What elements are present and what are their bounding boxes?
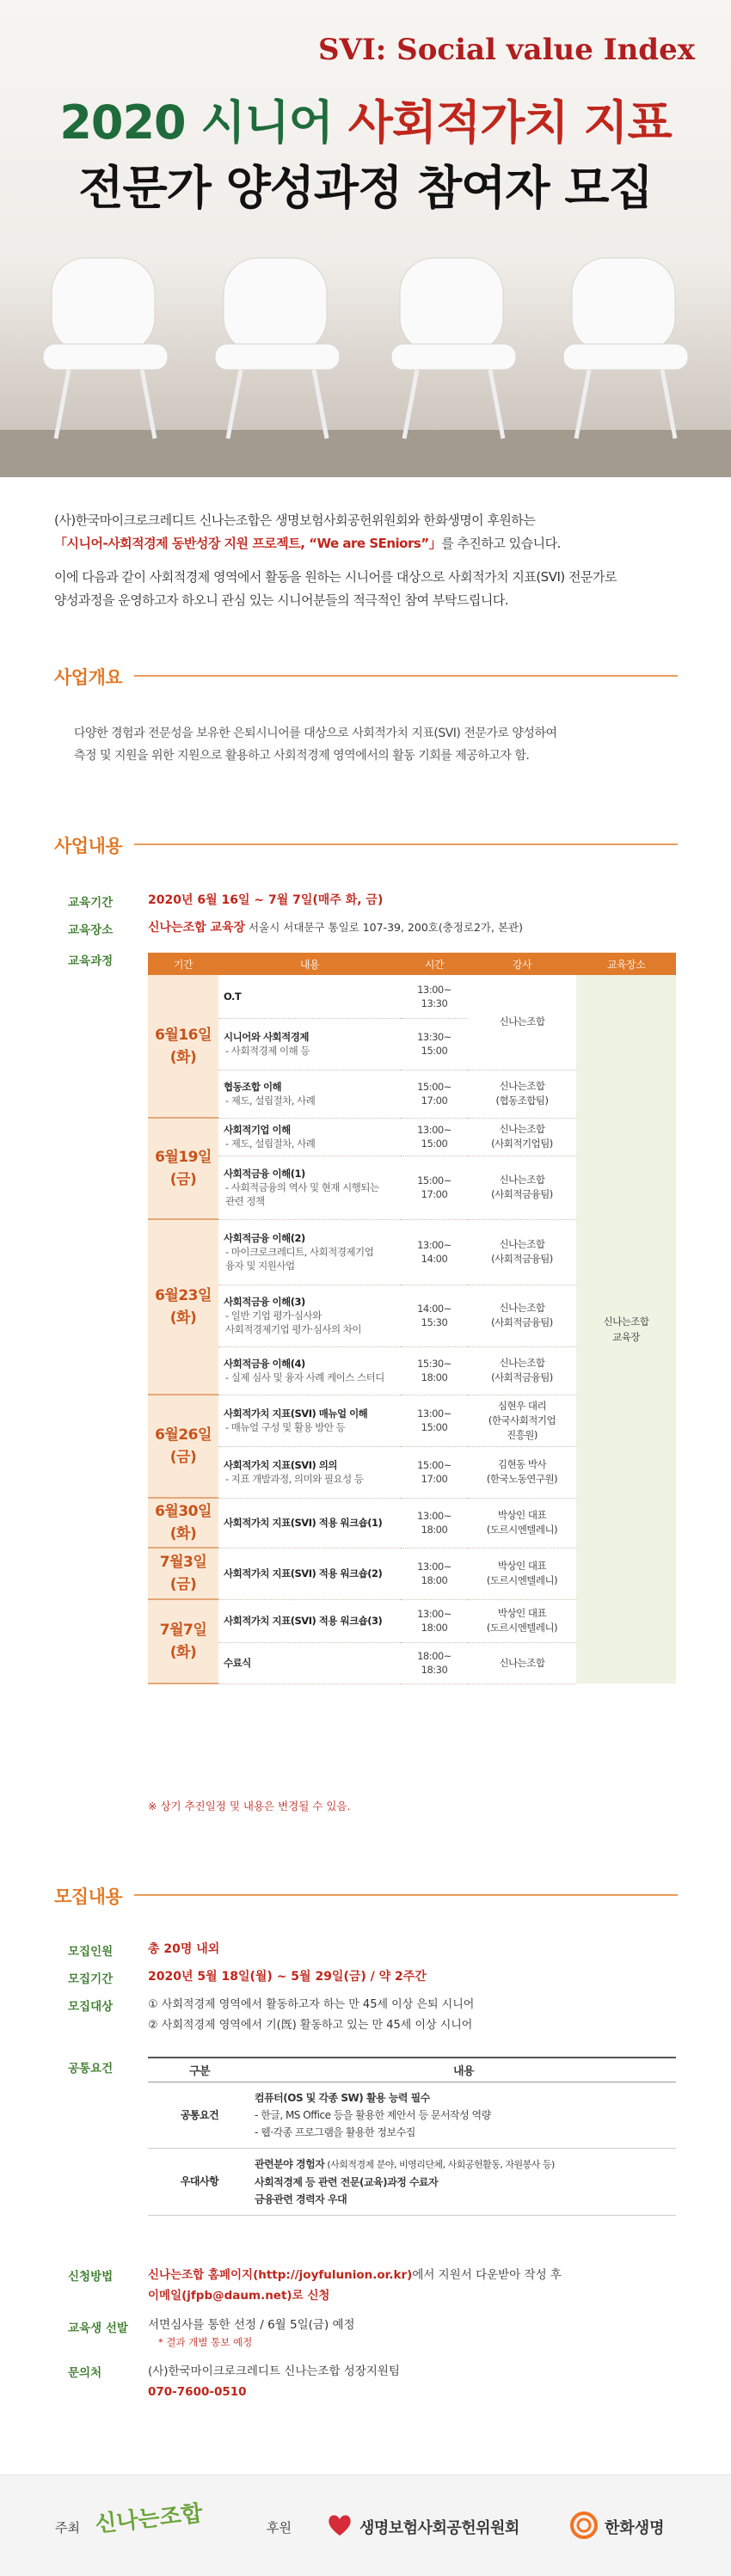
schedule-title: 협동조합 이해: [224, 1081, 282, 1093]
contact-phone: 070-7600-0510: [148, 2385, 247, 2399]
schedule-subtitle: - 마이크로크레디트, 사회적경제기업 융자 및 지원사업: [225, 1246, 374, 1272]
select-label: 교육생 선발: [68, 2321, 128, 2335]
req-line: - 웹·각종 프로그램을 활용한 정보수집: [255, 2125, 415, 2138]
schedule-time: 13:00~ 13:30: [401, 975, 468, 1018]
contact-org: (사)한국마이크로크레디트 신나는조합 성장지원팀: [148, 2364, 400, 2378]
schedule-table: [148, 953, 676, 1684]
section-overview-header: [54, 664, 678, 690]
header-instructor: 강사: [468, 953, 576, 975]
schedule-title: 사회적가치 지표(SVI) 매뉴얼 이해: [224, 1408, 368, 1420]
course-label: 교육과정: [68, 954, 114, 968]
select-value: [148, 2316, 355, 2351]
schedule-title: 사회적가치 지표(SVI) 의의: [224, 1459, 337, 1471]
contact-label: 문의처: [68, 2366, 102, 2380]
schedule-content: [218, 1219, 401, 1285]
schedule-title: 시니어와 사회적경제: [224, 1031, 309, 1043]
schedule-time: 13:00~ 18:00: [401, 1599, 468, 1642]
schedule-time: 15:00~ 17:00: [401, 1070, 468, 1118]
schedule-content: [218, 1156, 401, 1219]
schedule-instructor: 박상인 대표 (도르시엔텔레니): [468, 1599, 576, 1642]
divider: [54, 843, 678, 845]
overview-line: 측정 및 지원을 위한 지원으로 활용하고 사회적경제 영역에서의 활동 기회를 제공하고자 함.: [74, 749, 530, 763]
schedule-date: 6월30일 (화): [148, 1498, 218, 1548]
schedule-content: [218, 1118, 401, 1156]
schedule-time: 13:00~ 15:00: [401, 1118, 468, 1156]
recruit-period-label: 모집기간: [68, 1972, 114, 1986]
hero-title: [0, 86, 731, 152]
req-category: 우대사항: [148, 2148, 251, 2215]
schedule-date: 6월26일 (금): [148, 1395, 218, 1498]
schedule-content: [218, 1498, 401, 1548]
requirements-row: [148, 2082, 676, 2148]
schedule-note: ※ 상기 추진일정 및 내용은 변경될 수 있음.: [148, 1800, 351, 1812]
schedule-title: O.T: [224, 990, 242, 1003]
schedule-content: [218, 1018, 401, 1070]
intro-line: (사)한국마이크로크레디트 신나는조합은 생명보험사회공헌위원회와 한화생명이 후원하는: [54, 512, 536, 528]
schedule-content: [218, 1395, 401, 1446]
schedule-content: [218, 1642, 401, 1684]
sponsor-2: 한화생명: [605, 2519, 665, 2537]
schedule-subtitle: - 사회적경제 이해 등: [225, 1045, 310, 1057]
email-link[interactable]: 이메일(jfpb@daum.net)로 신청: [148, 2289, 330, 2303]
section-business-header: [54, 832, 678, 858]
period-text: 2020년 6월 16일 ~ 7월 7일(매주 화, 금): [148, 893, 384, 907]
apply-value: [148, 2265, 562, 2306]
footer: [0, 2475, 731, 2576]
requirements-table: [148, 2057, 676, 2216]
schedule-instructor: 신나는조합 (사회적금융팀): [468, 1346, 576, 1395]
schedule-instructor: 신나는조합 (협동조합팀): [468, 1070, 576, 1118]
schedule-instructor: 신나는조합: [468, 975, 576, 1070]
req-category: 공통요건: [148, 2082, 251, 2148]
schedule-subtitle: - 사회적금융의 역사 및 현재 시행되는 관련 정책: [225, 1181, 379, 1207]
requirements-header-row: [148, 2058, 676, 2082]
divider: [54, 675, 678, 677]
schedule-date: 6월16일 (화): [148, 975, 218, 1118]
section-title: 사업개요: [54, 664, 134, 690]
section-title: 사업내용: [54, 832, 134, 858]
schedule-time: 15:00~ 17:00: [401, 1446, 468, 1498]
schedule-date: 7월7일 (화): [148, 1599, 218, 1684]
schedule-instructor: 신나는조합 (사회적금융팀): [468, 1285, 576, 1346]
schedule-content: [218, 1346, 401, 1395]
schedule-instructor: 박상인 대표 (도르시엔텔레니): [468, 1498, 576, 1548]
sponsor-1: 생명보험사회공헌위원회: [359, 2519, 519, 2537]
contact-value: [148, 2361, 400, 2402]
schedule-content: [218, 975, 401, 1018]
schedule-instructor: 신나는조합: [468, 1642, 576, 1684]
req-content: [251, 2148, 676, 2215]
target-item: ② 사회적경제 영역에서 기(旣) 활동하고 있는 만 45세 이상 시니어: [148, 2019, 473, 2032]
req-line: 관련분야 경험자: [255, 2157, 325, 2170]
schedule-header-row: [148, 953, 676, 975]
schedule-time: 13:00~ 18:00: [401, 1498, 468, 1548]
overview-text: [74, 722, 676, 767]
schedule-content: [218, 1070, 401, 1118]
schedule-subtitle: - 제도, 설립절차, 사례: [225, 1138, 316, 1150]
homepage-link[interactable]: 신나는조합 홈페이지(http://joyfulunion.or.kr): [148, 2268, 413, 2282]
schedule-time: 15:30~ 18:00: [401, 1346, 468, 1395]
schedule-date: 6월19일 (금): [148, 1118, 218, 1219]
schedule-content: [218, 1599, 401, 1642]
intro-paragraph-2: [54, 566, 691, 612]
target-value: [148, 1995, 474, 2036]
header-content: 내용: [218, 953, 401, 975]
select-text: 서면심사를 통한 선정 / 6월 5일(금) 예정: [148, 2318, 355, 2332]
req-line: 컴퓨터(OS 및 각종 SW) 활용 능력 필수: [255, 2091, 430, 2104]
members-value: [148, 1940, 219, 1957]
schedule-instructor: 심현우 대리 (한국사회적기업 진흥원): [468, 1395, 576, 1446]
requirements-row: [148, 2148, 676, 2215]
schedule-time: 13:00~ 18:00: [401, 1548, 468, 1599]
members-label: 모집인원: [68, 1945, 114, 1959]
schedule-time: 13:30~ 15:00: [401, 1018, 468, 1070]
divider: [54, 1894, 678, 1896]
place-label: 교육장소: [68, 923, 114, 937]
schedule-time: 14:00~ 15:30: [401, 1285, 468, 1346]
target-item: ① 사회적경제 영역에서 활동하고자 하는 만 45세 이상 은퇴 시니어: [148, 1998, 475, 2011]
schedule-date: 6월23일 (화): [148, 1219, 218, 1395]
hero-title-green: 2020 시니어: [59, 95, 348, 150]
schedule-title: 사회적금융 이해(2): [224, 1232, 305, 1244]
hero-subtitle: SVI: Social value Index: [317, 33, 695, 67]
schedule-title: 사회적가치 지표(SVI) 적용 워크숍(3): [224, 1615, 383, 1627]
host-logo: [93, 2496, 204, 2539]
recruit-period-value: [148, 1967, 427, 1984]
heart-icon: [327, 2513, 353, 2537]
hero-title-2: 전문가 양성과정 참여자 모집: [78, 161, 653, 215]
schedule-instructor: 신나는조합 (사회적기업팀): [468, 1118, 576, 1156]
schedule-row: [148, 975, 676, 1018]
schedule-title: 사회적가치 지표(SVI) 적용 워크숍(1): [224, 1517, 383, 1529]
overview-line: 다양한 경험과 전문성을 보유한 은퇴시니어를 대상으로 사회적가치 지표(SVI) 전문가로 양성하여: [74, 727, 557, 740]
members-text: 총 20명 내외: [148, 1942, 220, 1956]
schedule-content: [218, 1548, 401, 1599]
schedule-instructor: 신나는조합 (사회적금융팀): [468, 1219, 576, 1285]
header-time: 시간: [401, 953, 468, 975]
chairs-illustration: [0, 215, 731, 477]
host-label: 주최: [55, 2520, 80, 2536]
schedule-instructor: 김현동 박사 (한국노동연구원): [468, 1446, 576, 1498]
schedule-instructor: 신나는조합 (사회적금융팀): [468, 1156, 576, 1219]
schedule-instructor: 박상인 대표 (도르시엔텔레니): [468, 1548, 576, 1599]
hero-title-red: 사회적가치 지표: [347, 95, 672, 150]
period-value: [148, 891, 383, 908]
schedule-content: [218, 1285, 401, 1346]
schedule-subtitle: - 실제 심사 및 융자 사례 케이스 스터디: [225, 1371, 384, 1383]
schedule-title: 사회적가치 지표(SVI) 적용 워크숍(2): [224, 1567, 383, 1579]
hero-banner: [0, 0, 731, 477]
schedule-title: 사회적금융 이해(3): [224, 1296, 305, 1308]
header-period: 기간: [148, 953, 218, 975]
period-label: 교육기간: [68, 896, 114, 910]
schedule-date: 7월3일 (금): [148, 1548, 218, 1599]
place-name: 신나는조합 교육장: [148, 921, 246, 935]
schedule-time: 15:00~ 17:00: [401, 1156, 468, 1219]
intro-paragraph-1: [54, 509, 691, 555]
schedule-subtitle: - 제도, 설립절차, 사례: [225, 1095, 316, 1107]
place-value: [148, 918, 523, 935]
sponsor-label: 후원: [267, 2520, 292, 2536]
intro-line: 양성과정을 운영하고자 하오니 관심 있는 시니어분들의 적극적인 참여 부탁드립니다.: [54, 592, 509, 608]
section-title: 모집내용: [54, 1883, 134, 1909]
req-line: - 한글, MS Office 등을 활용한 제안서 등 문서작성 역량: [255, 2108, 491, 2121]
target-label: 모집대상: [68, 2000, 114, 2014]
schedule-subtitle: - 지표 개발과정, 의미와 필요성 등: [225, 1473, 364, 1485]
req-line: 사회적경제 등 관련 전문(교육)과정 수료자: [255, 2175, 439, 2188]
hanwha-logo-icon: [568, 2510, 600, 2541]
req-header-content: 내용: [251, 2058, 676, 2082]
intro-line: 이에 다음과 같이 사회적경제 영역에서 활동을 원하는 시니어를 대상으로 사회적가치 지표(SVI) 전문가로: [54, 569, 617, 585]
apply-label: 신청방법: [68, 2270, 114, 2284]
schedule-time: 18:00~ 18:30: [401, 1642, 468, 1684]
project-name: 「시니어-사회적경제 동반성장 지원 프로젝트, “We are SEniors”」: [54, 536, 442, 551]
schedule-title: 수료식: [224, 1657, 251, 1669]
req-line: 금융관련 경력자 우대: [255, 2193, 347, 2205]
schedule-title: 사회적금융 이해(1): [224, 1168, 305, 1180]
intro-text: [54, 509, 691, 623]
schedule-subtitle: - 매뉴얼 구성 및 활용 방안 등: [225, 1421, 346, 1433]
host-logo-text: 신나는조합: [94, 2500, 205, 2538]
recruit-period-text: 2020년 5월 18일(월) ~ 5월 29일(금) / 약 2주간: [148, 1970, 427, 1984]
header-place: 교육장소: [576, 953, 676, 975]
req-content: [251, 2082, 676, 2148]
place-address: 서울시 서대문구 통일로 107-39, 200호(충정로2가, 본관): [245, 921, 523, 934]
schedule-content: [218, 1446, 401, 1498]
schedule-title: 사회적금융 이해(4): [224, 1358, 305, 1370]
req-line-detail: (사회적경제 분야, 비영리단체, 사회공헌활동, 자원봉사 등): [324, 2158, 555, 2170]
requirements-label: 공통요건: [68, 2062, 114, 2076]
select-note: * 결과 개별 통보 예정: [158, 2336, 253, 2348]
schedule-time: 13:00~ 14:00: [401, 1219, 468, 1285]
schedule-time: 13:00~ 15:00: [401, 1395, 468, 1446]
schedule-place: 신나는조합 교육장: [576, 975, 676, 1684]
schedule-subtitle: - 일반 기업 평가·심사와 사회적경제기업 평가·심사의 차이: [225, 1309, 361, 1335]
intro-line: 를 추진하고 있습니다.: [441, 536, 561, 551]
schedule-title: 사회적기업 이해: [224, 1124, 291, 1136]
apply-text: 에서 지원서 다운받아 작성 후: [412, 2268, 562, 2282]
req-header-category: 구분: [148, 2058, 251, 2082]
section-recruit-header: [54, 1883, 678, 1909]
